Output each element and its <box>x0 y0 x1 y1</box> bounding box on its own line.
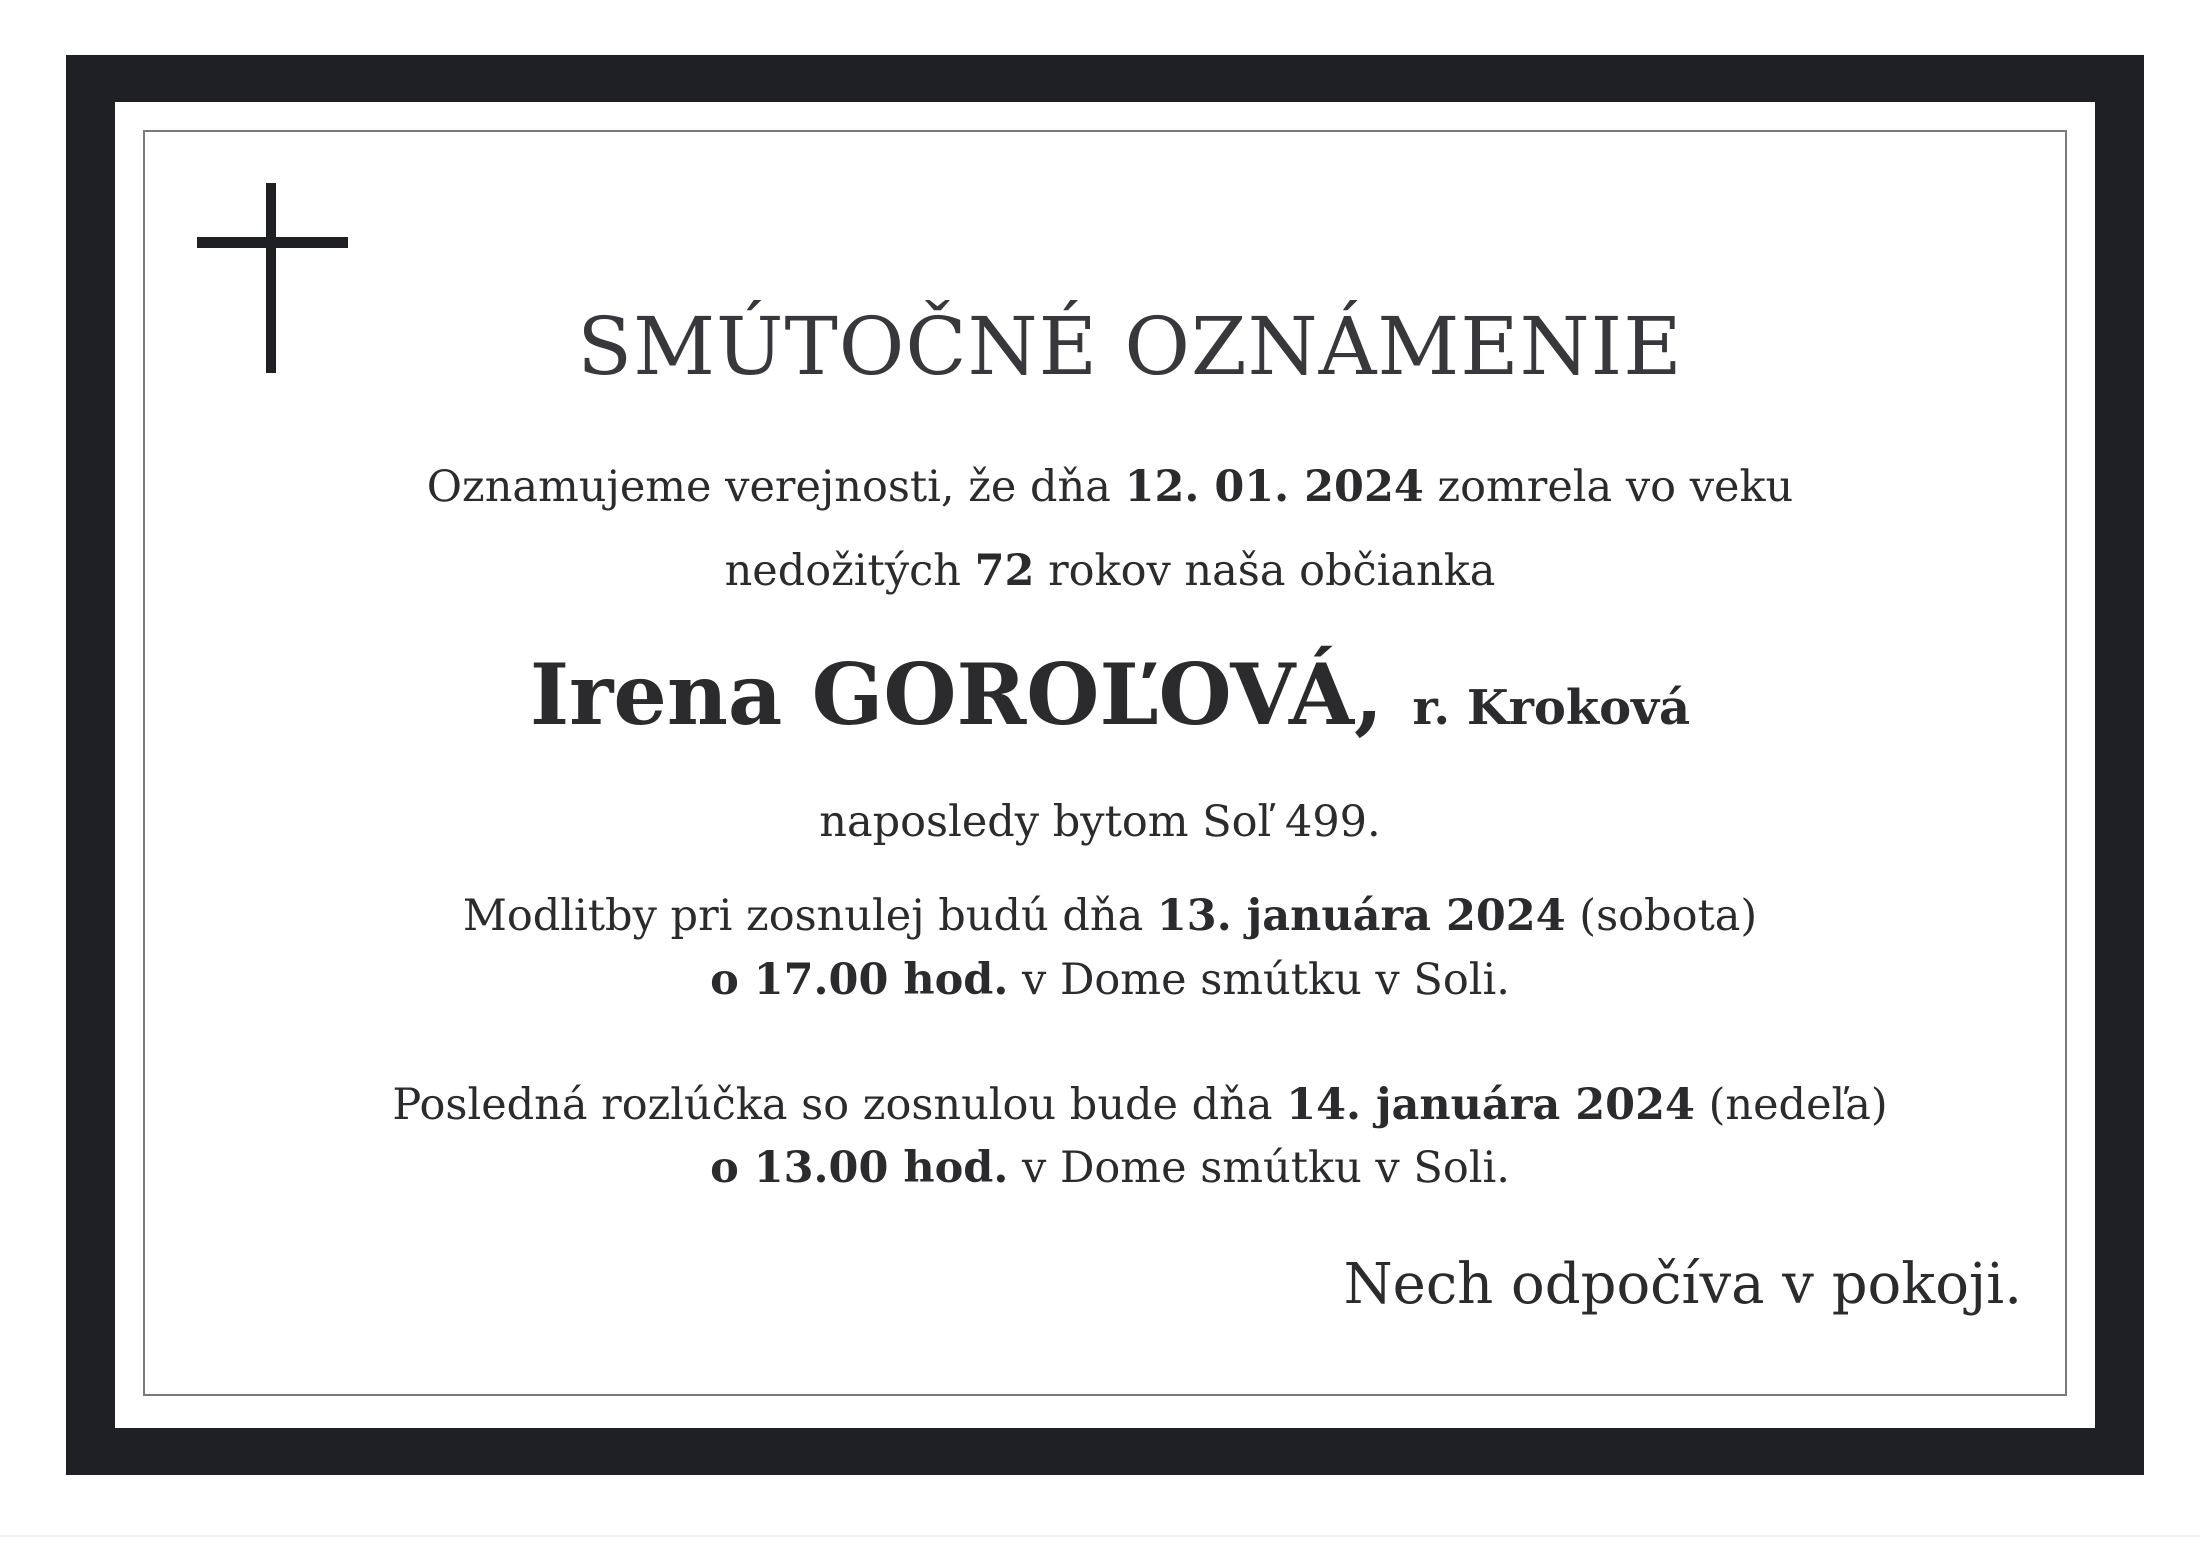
farewell-line-2 <box>10 1143 2200 1193</box>
farewell-line-1 <box>40 1080 2200 1130</box>
deceased-name-line <box>10 645 2200 744</box>
intro-text: zomrela vo veku <box>1423 462 1794 512</box>
closing-phrase: Nech odpočíva v pokoji. <box>1343 1252 2022 1317</box>
prayers-line-1 <box>10 891 2200 941</box>
intro-line-1 <box>10 462 2200 512</box>
house-number: 499 <box>1284 797 1368 847</box>
intro-text: nedožitých <box>724 546 975 596</box>
deceased-name: Irena GOROĽOVÁ, <box>529 645 1384 744</box>
notice-title: SMÚTOČNÉ OZNÁMENIE <box>577 300 1683 393</box>
prayers-place: v Dome smútku v Soli. <box>1008 955 1510 1005</box>
intro-text: rokov naša občianka <box>1034 546 1496 596</box>
residence-text: . <box>1367 797 1381 847</box>
intro-text: Oznamujeme verejnosti, že dňa <box>426 462 1125 512</box>
prayers-time: o 17.00 hod. <box>710 955 1009 1005</box>
residence-line <box>0 797 2200 847</box>
farewell-date: 14. januára 2024 <box>1286 1080 1695 1130</box>
farewell-day: (nedeľa) <box>1694 1080 1888 1130</box>
farewell-text: Posledná rozlúčka so zosnulou bude dňa <box>392 1080 1287 1130</box>
farewell-place: v Dome smútku v Soli. <box>1008 1143 1510 1193</box>
residence-text: naposledy bytom Soľ <box>819 797 1285 847</box>
farewell-time: o 13.00 hod. <box>710 1143 1009 1193</box>
maiden-name: r. Kroková <box>1412 680 1691 736</box>
intro-line-2 <box>10 546 2200 596</box>
scan-edge <box>0 1535 2200 1537</box>
prayers-line-2 <box>10 955 2200 1005</box>
prayers-text: Modlitby pri zosnulej budú dňa <box>462 891 1157 941</box>
age: 72 <box>974 546 1035 596</box>
cross-icon-horizontal <box>197 237 348 248</box>
death-date: 12. 01. 2024 <box>1124 462 1424 512</box>
prayers-day: (sobota) <box>1565 891 1758 941</box>
prayers-date: 13. januára 2024 <box>1156 891 1566 941</box>
